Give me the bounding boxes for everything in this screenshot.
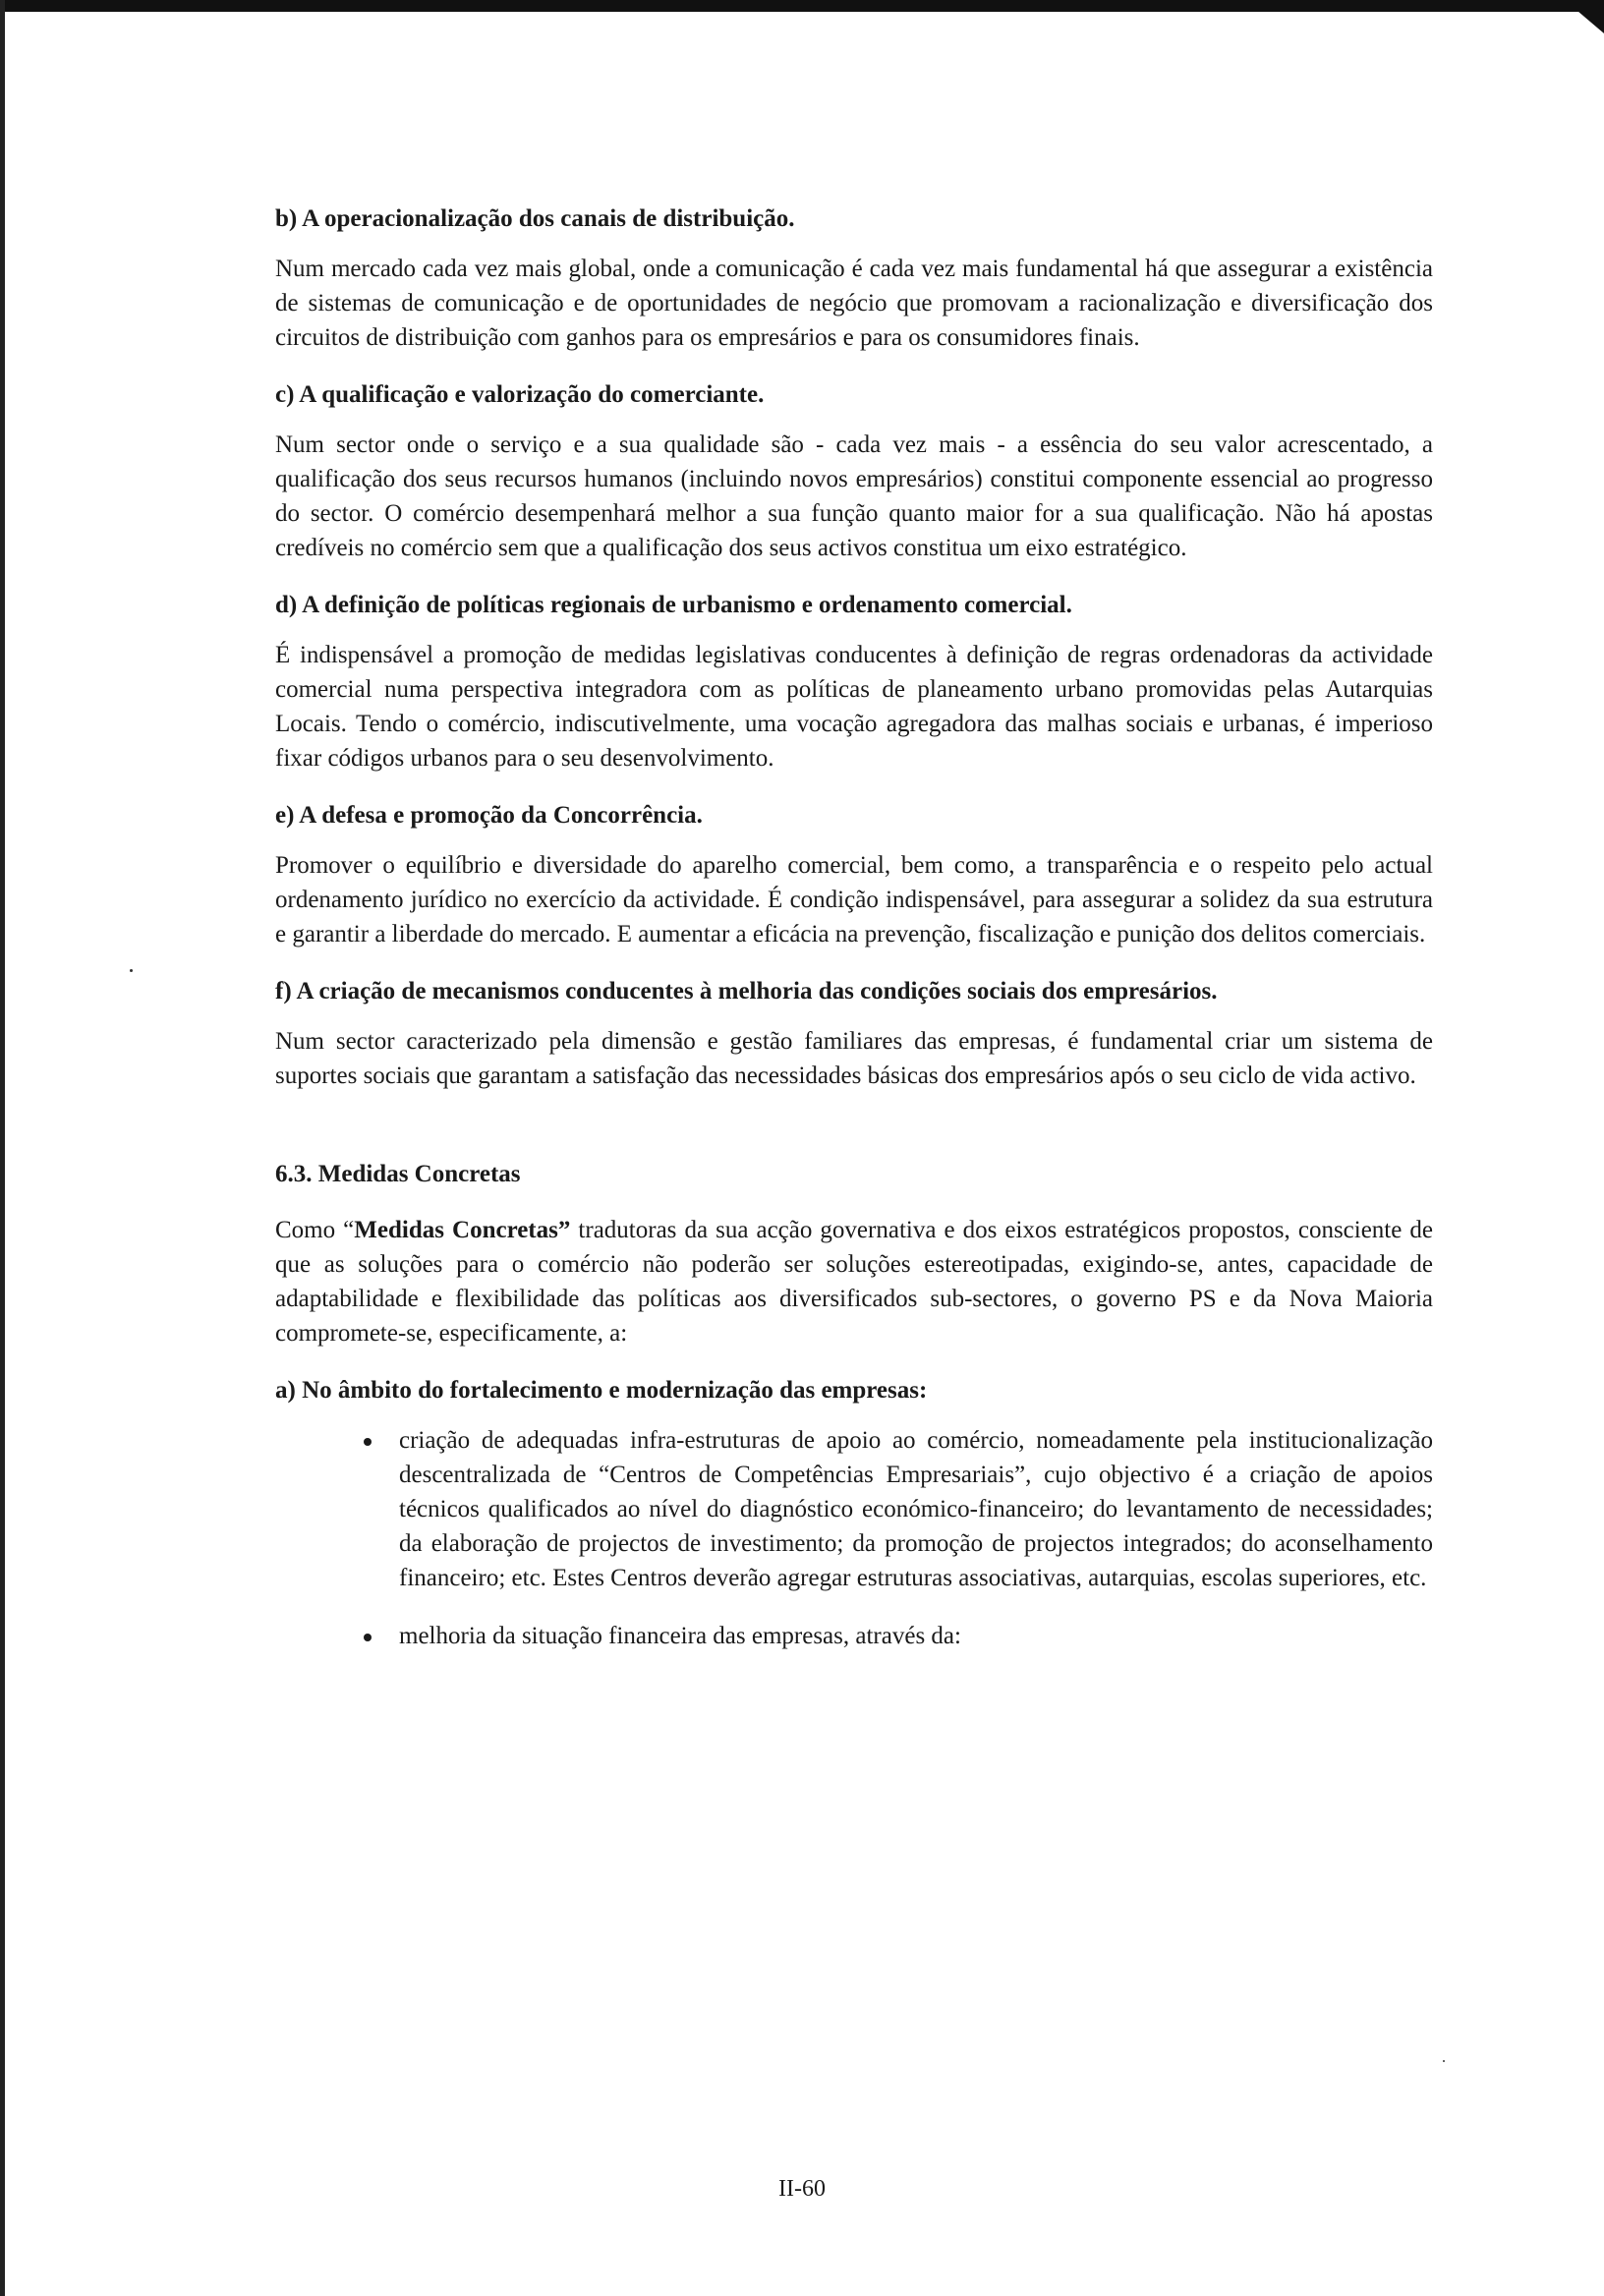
list-item-text: melhoria da situação financeira das empresas, através da: <box>399 1623 961 1649</box>
section-heading: c) A qualificação e valorização do comerciante. <box>275 381 765 408</box>
section-heading: f) A criação de mecanismos conducentes à melhoria das condições sociais dos empresários. <box>275 978 1218 1004</box>
measures-bullet-list <box>275 1423 1433 1653</box>
section-paragraph: É indispensável a promoção de medidas legislativas conducentes à definição de regras ordenadoras da actividade comercial numa perspectiva integradora com as políticas de planeamento urbano promovidas pelas Autarquias Locais. Tendo o comércio, indiscutivelmente, uma vocação agregadora das malhas sociais e urbanas, é imperioso fixar códigos urbanos para o seu desenvolvimento. <box>275 642 1433 772</box>
page-number: II-60 <box>778 2176 826 2202</box>
section-paragraph: Num sector caracterizado pela dimensão e gestão familiares das empresas, é fundamental criar um sistema de suportes sociais que garantam a satisfação das necessidades básicas dos empresários após o seu ciclo de vida activo. <box>275 1028 1433 1089</box>
intro-text-start: Como “ <box>275 1217 355 1243</box>
document-page <box>275 202 1433 1677</box>
scan-speck <box>1443 2060 1445 2062</box>
section-c <box>275 378 1433 565</box>
list-item <box>399 1619 1433 1653</box>
scan-border-top <box>0 0 1604 12</box>
list-item-text: criação de adequadas infra-estruturas de apoio ao comércio, nomeadamente pela institucionalização descentralizada de “Centros de Competências Empresariais”, cujo objectivo é a criação de apoios técnicos qualificados ao nível do diagnóstico económico-financeiro; do levantamento de necessidades; da elaboração de projectos de investimento; da promoção de projectos integrados; do aconselhamento financeiro; etc. Estes Centros deverão agregar estruturas associativas, autarquias, escolas superiores, etc. <box>399 1427 1433 1591</box>
section-heading: d) A definição de políticas regionais de urbanismo e ordenamento comercial. <box>275 592 1072 618</box>
scan-corner-mark <box>1565 0 1604 33</box>
measures-subheading: a) No âmbito do fortalecimento e modernização das empresas: <box>275 1377 928 1404</box>
section-heading: b) A operacionalização dos canais de distribuição. <box>275 205 795 232</box>
scan-speck <box>130 969 133 972</box>
section-d <box>275 589 1433 775</box>
intro-text-rest: tradutoras da sua acção governativa e dos eixos estratégicos propostos, consciente de que as soluções para o comércio não poderão ser soluções estereotipadas, exigindo-se, antes, capacidade de adaptabilidade e flexibilidade das políticas aos diversificados sub-sectores, o governo PS e da Nova Maioria compromete-se, especificamente, a: <box>275 1217 1434 1347</box>
section-b <box>275 202 1433 355</box>
section-f <box>275 975 1433 1093</box>
section-e <box>275 799 1433 951</box>
section-paragraph: Num mercado cada vez mais global, onde a comunicação é cada vez mais fundamental há que assegurar a existência de sistemas de comunicação e de oportunidades de negócio que promovam a racionalização e diversificação dos circuitos de distribuição com ganhos para os empresários e para os consumidores finais. <box>275 256 1433 351</box>
intro-bold-term: Medidas Concretas” <box>354 1217 571 1243</box>
bullet-icon <box>364 1438 372 1446</box>
section-paragraph: Num sector onde o serviço e a sua qualidade são - cada vez mais - a essência do seu valor acrescentado, a qualificação dos seus recursos humanos (incluindo novos empresários) constitui componente essencial ao progresso do sector. O comércio desempenhará melhor a sua função quanto maior for a sua qualificação. Não há apostas credíveis no comércio sem que a qualificação dos seus activos constitua um eixo estratégico. <box>275 431 1433 561</box>
section-heading: e) A defesa e promoção da Concorrência. <box>275 802 703 829</box>
section-paragraph: Promover o equilíbrio e diversidade do aparelho comercial, bem como, a transparência e o respeito pelo actual ordenamento jurídico no exercício da actividade. É condição indispensável, para assegurar a solidez da sua estrutura e garantir a liberdade do mercado. E aumentar a eficácia na prevenção, fiscalização e punição dos delitos comerciais. <box>275 852 1433 947</box>
scan-border-left <box>0 0 5 2296</box>
list-item <box>399 1423 1433 1595</box>
measures-section <box>275 1158 1433 1653</box>
measures-intro <box>275 1213 1433 1350</box>
bullet-icon <box>364 1634 372 1641</box>
measures-title: 6.3. Medidas Concretas <box>275 1161 521 1187</box>
